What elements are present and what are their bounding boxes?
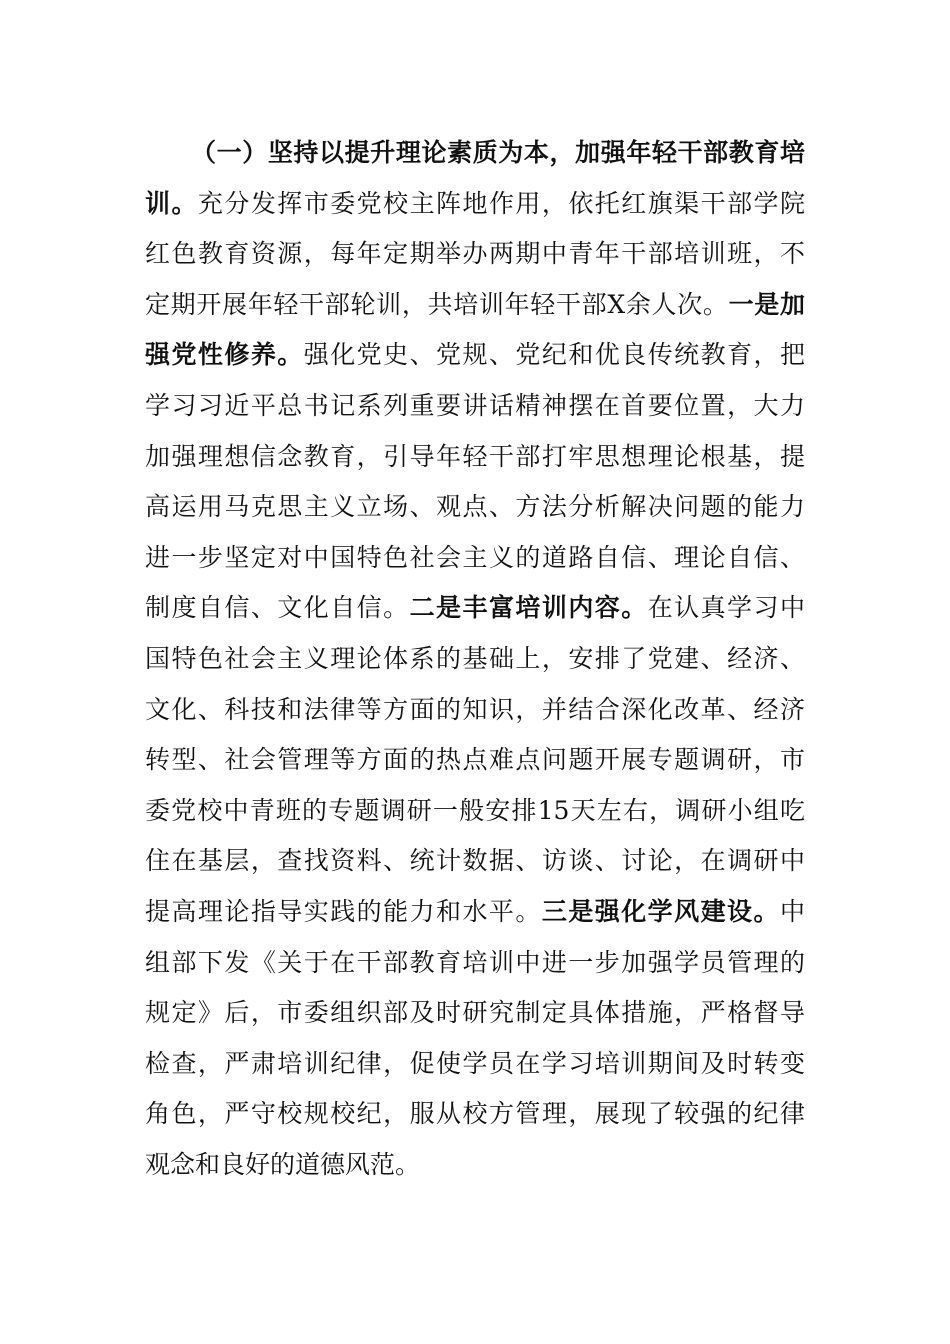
text-run: 中 xyxy=(779,896,805,926)
text-run: 组部下发《关于在干部教育培训中进一步加强学员管理的 xyxy=(145,947,805,977)
paragraph-line xyxy=(145,988,805,1039)
text-run: 转型、社会管理等方面的热点难点问题开展专题调研，市 xyxy=(145,745,805,775)
point-one-heading-end: 强党性修养。 xyxy=(145,340,304,370)
paragraph-line xyxy=(145,280,805,331)
text-run: 文化、科技和法律等方面的知识，并结合深化改革、经济 xyxy=(145,694,805,724)
text-run: 规定》后，市委组织部及时研究制定具体措施，严格督导 xyxy=(145,998,805,1028)
paragraph-line xyxy=(145,786,805,837)
paragraph-line xyxy=(145,229,805,280)
paragraph-line xyxy=(145,128,805,179)
paragraph-line xyxy=(145,1089,805,1140)
paragraph-line xyxy=(145,179,805,230)
text-run: 住在基层，查找资料、统计数据、访谈、讨论，在调研中 xyxy=(145,846,805,876)
text-run: 在认真学习中 xyxy=(647,593,805,623)
paragraph-line xyxy=(145,381,805,432)
paragraph-line xyxy=(145,432,805,483)
text-run: 定期开展年轻干部轮训，共培训年轻干部X余人次。 xyxy=(145,289,729,319)
point-one-heading: 一是加 xyxy=(728,289,805,319)
paragraph-line xyxy=(145,938,805,989)
paragraph-line xyxy=(145,685,805,736)
text-run: 红色教育资源，每年定期举办两期中青年干部培训班，不 xyxy=(145,239,805,269)
text-run: 角色，严守校规校纪，服从校方管理，展现了较强的纪律 xyxy=(145,1099,805,1129)
paragraph-line xyxy=(145,1039,805,1090)
text-run: 检查，严肃培训纪律，促使学员在学习培训期间及时转变 xyxy=(145,1048,805,1078)
document-body xyxy=(145,128,805,1190)
text-run: 进一步坚定对中国特色社会主义的道路自信、理论自信、 xyxy=(145,542,805,572)
text-run: 充分发挥市委党校主阵地作用，依托红旗渠干部学院 xyxy=(197,188,805,218)
text-run: 加强理想信念教育，引导年轻干部打牢思想理论根基，提 xyxy=(145,441,805,471)
text-run: 制度自信、文化自信。 xyxy=(145,593,410,623)
paragraph-line xyxy=(145,533,805,584)
text-run: 强化党史、党规、党纪和优良传统教育，把 xyxy=(303,340,805,370)
point-two-heading: 二是丰富培训内容。 xyxy=(409,593,648,623)
paragraph-line xyxy=(145,634,805,685)
section-heading: （一）坚持以提升理论素质为本，加强年轻干部教育培 xyxy=(191,138,805,167)
paragraph-line-last xyxy=(145,1140,805,1191)
text-run: 提高理论指导实践的能力和水平。 xyxy=(145,896,542,926)
point-three-heading: 三是强化学风建设。 xyxy=(541,896,780,926)
text-run: 高运用马克思主义立场、观点、方法分析解决问题的能力 xyxy=(145,492,805,522)
text-run: 委党校中青班的专题调研一般安排15天左右，调研小组吃 xyxy=(145,795,805,825)
text-run: 学习习近平总书记系列重要讲话精神摆在首要位置，大力 xyxy=(145,390,805,420)
paragraph-line xyxy=(145,482,805,533)
paragraph-line xyxy=(145,330,805,381)
paragraph-line xyxy=(145,887,805,938)
paragraph-line xyxy=(145,735,805,786)
text-run: 国特色社会主义理论体系的基础上，安排了党建、经济、 xyxy=(145,643,805,673)
section-heading-end: 训。 xyxy=(145,188,198,218)
paragraph-line xyxy=(145,836,805,887)
paragraph-line xyxy=(145,583,805,634)
text-run: 观念和良好的道德风范。 xyxy=(145,1149,421,1179)
